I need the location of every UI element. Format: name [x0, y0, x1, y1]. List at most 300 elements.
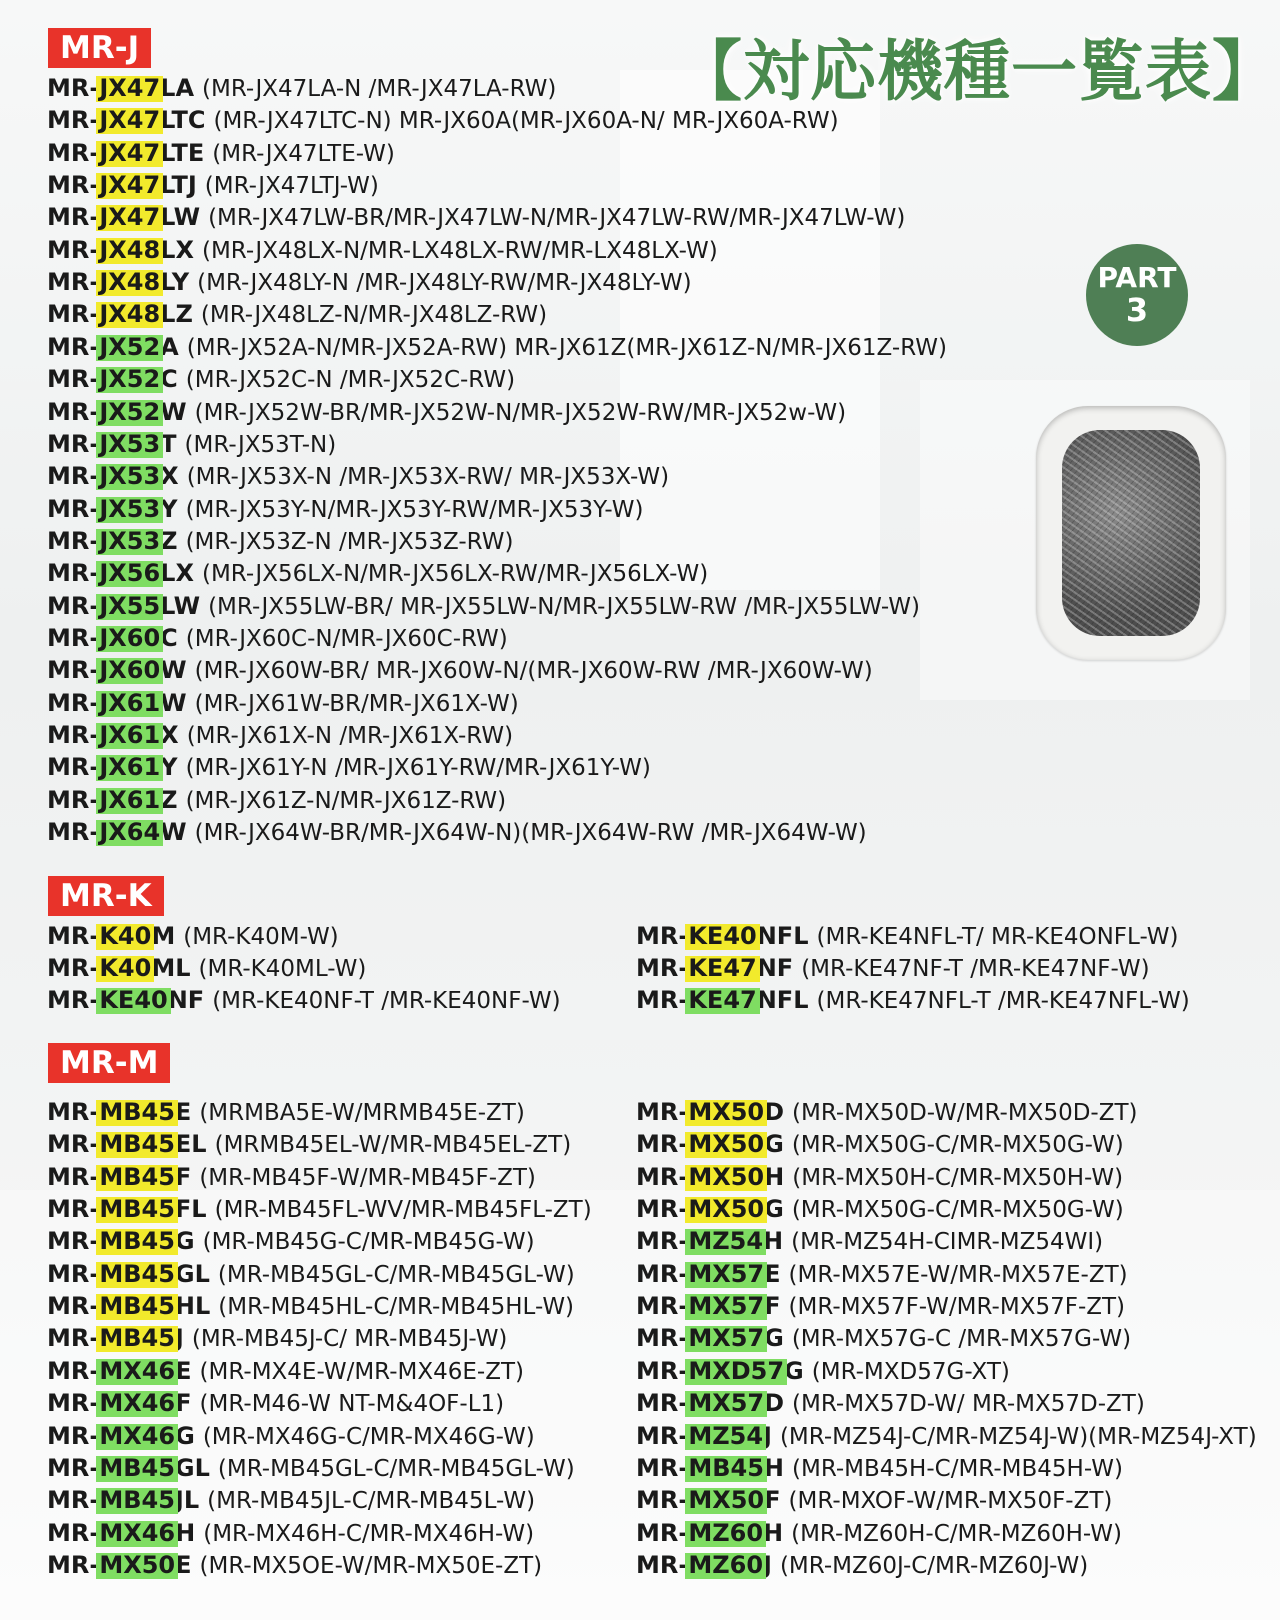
model-prefix: MR-	[47, 1453, 100, 1482]
model-variants: (MR-KE47NFL-T /MR-KE47NFL-W)	[816, 988, 1190, 1014]
model-entry	[636, 1387, 1145, 1419]
model-variants: (MR-MX57E-W/MR-MX57E-ZT)	[788, 1261, 1128, 1288]
model-series-highlight: JX60	[99, 656, 161, 685]
model-variants: (MR-MX46H-C/MR-MX46H-W)	[203, 1520, 535, 1547]
model-series-highlight: K40	[99, 954, 152, 982]
model-prefix: MR-	[636, 1356, 689, 1385]
model-suffix: W	[160, 397, 187, 426]
model-entry	[47, 1128, 571, 1160]
model-prefix: MR-	[47, 559, 100, 588]
model-entry	[47, 363, 515, 395]
model-variants: (MR-MB45GL-C/MR-MB45GL-W)	[217, 1261, 575, 1288]
model-suffix: M	[151, 922, 176, 950]
model-suffix: LX	[160, 235, 194, 264]
part-badge	[1086, 244, 1188, 346]
model-variants: (MR-MX50G-C/MR-MX50G-W)	[791, 1197, 1124, 1224]
model-prefix: MR-	[47, 922, 100, 950]
model-number	[47, 527, 178, 555]
model-suffix: ML	[151, 954, 191, 982]
model-number	[47, 1422, 195, 1450]
model-prefix: MR-	[47, 268, 100, 297]
model-entry	[47, 984, 561, 1016]
model-suffix: LX	[160, 559, 194, 588]
model-suffix: X	[160, 462, 179, 491]
model-variants: (MR-JX61Z-N/MR-JX61Z-RW)	[185, 787, 507, 814]
model-number	[47, 1260, 210, 1288]
model-suffix: H	[763, 1227, 784, 1256]
model-variants: (MR-MX57D-W/ MR-MX57D-ZT)	[792, 1391, 1145, 1418]
model-series-highlight: JX61	[99, 721, 161, 749]
model-entry	[636, 1161, 1123, 1193]
model-variants: (MR-MZ60J-C/MR-MZ60J-W)	[779, 1552, 1089, 1579]
part-badge-label: PART	[1097, 261, 1177, 294]
model-prefix: MR-	[47, 1292, 100, 1321]
model-suffix: NF	[167, 986, 205, 1014]
model-suffix: GL	[174, 1259, 210, 1288]
model-number	[47, 171, 197, 199]
model-variants: (MR-JX47LW-BR/MR-JX47LW-N/MR-JX47LW-RW/MR-JX47LW-W)	[208, 205, 906, 232]
model-series-highlight: KE47	[688, 986, 757, 1014]
model-number	[47, 592, 200, 620]
model-suffix: F	[175, 1389, 192, 1418]
model-series-highlight: MX50	[688, 1195, 765, 1224]
model-variants: (MR-MX46G-C/MR-MX46G-W)	[202, 1423, 535, 1450]
model-number	[636, 1163, 784, 1191]
model-number	[636, 1422, 772, 1450]
model-variants: (MR-M46-W NT-M&4OF-L1)	[199, 1391, 505, 1418]
model-variants: (MR-MB45JL-C/MR-MB45L-W)	[207, 1488, 536, 1515]
model-number	[636, 1260, 781, 1288]
model-series-highlight: JX47	[99, 106, 161, 135]
model-variants: (MR-JX52W-BR/MR-JX52W-N/MR-JX52W-RW/MR-JX52w-W)	[194, 399, 847, 426]
model-prefix: MR-	[47, 1162, 100, 1191]
model-series-highlight: JX47	[99, 138, 161, 167]
model-variants: (MR-MX50D-W/MR-MX50D-ZT)	[792, 1100, 1138, 1126]
model-number	[47, 430, 177, 458]
model-series-highlight: MB45	[99, 1227, 175, 1256]
model-number	[47, 559, 194, 587]
model-prefix: MR-	[636, 1098, 689, 1126]
model-series-highlight: KE40	[688, 922, 757, 950]
model-number	[636, 1486, 781, 1514]
model-series-highlight: JX56	[99, 559, 161, 588]
model-entry	[47, 137, 395, 169]
model-series-highlight: MX57	[688, 1324, 765, 1353]
filter-product-image	[1036, 406, 1226, 660]
model-series-highlight: MZ54	[688, 1227, 764, 1256]
model-variants: (MR-JX52A-N/MR-JX52A-RW) MR-JX61Z(MR-JX61Z-N/MR-JX61Z-RW)	[186, 334, 947, 361]
model-variants: (MR-MZ60H-C/MR-MZ60H-W)	[791, 1520, 1122, 1547]
model-series-highlight: MB45	[99, 1259, 175, 1288]
model-prefix: MR-	[47, 171, 100, 200]
model-entry	[47, 1387, 504, 1419]
model-prefix: MR-	[47, 1421, 100, 1450]
model-entry	[47, 1290, 574, 1322]
model-number	[47, 1551, 192, 1579]
model-variants: (MR-JX53X-N /MR-JX53X-RW/ MR-JX53X-W)	[186, 464, 670, 491]
model-variants: (MR-MB45G-C/MR-MB45G-W)	[202, 1229, 535, 1256]
model-variants: (MR-JX56LX-N/MR-JX56LX-RW/MR-JX56LX-W)	[201, 561, 709, 588]
model-number	[636, 1551, 772, 1579]
model-suffix: Z	[160, 785, 178, 814]
model-entry	[636, 1193, 1124, 1225]
model-entry	[636, 1517, 1122, 1549]
model-prefix: MR-	[636, 1389, 689, 1418]
model-entry	[636, 952, 1150, 984]
model-series-highlight: MXD57	[688, 1356, 785, 1385]
model-entry	[47, 1096, 525, 1128]
model-number	[47, 721, 179, 749]
model-series-highlight: JX53	[99, 429, 161, 458]
model-series-highlight: JX47	[99, 74, 161, 102]
model-prefix: MR-	[47, 1550, 100, 1579]
model-entry	[636, 1258, 1128, 1290]
model-suffix: LW	[160, 203, 201, 232]
model-prefix: MR-	[47, 1130, 100, 1159]
model-prefix: MR-	[47, 1227, 100, 1256]
model-number	[47, 365, 178, 393]
model-variants: (MR-MB45J-C/ MR-MB45J-W)	[191, 1326, 508, 1353]
model-entry	[47, 331, 947, 363]
model-variants: (MR-MB45H-C/MR-MB45H-W)	[792, 1455, 1123, 1482]
model-suffix: G	[175, 1421, 195, 1450]
model-entry	[47, 1420, 535, 1452]
model-series-highlight: MB45	[688, 1453, 764, 1482]
model-variants: (MR-JX47LA-N /MR-JX47LA-RW)	[202, 76, 557, 102]
model-prefix: MR-	[47, 986, 100, 1014]
model-prefix: MR-	[47, 1324, 100, 1353]
model-series-highlight: MX57	[688, 1292, 765, 1321]
model-prefix: MR-	[636, 1162, 689, 1191]
model-number	[47, 333, 179, 361]
model-entry	[47, 654, 873, 686]
model-number	[47, 954, 191, 982]
model-variants: (MR-MZ54H-CIMR-MZ54WI)	[791, 1229, 1104, 1256]
model-variants: (MR-MX5OE-W/MR-MX50E-ZT)	[199, 1552, 543, 1579]
model-number	[47, 462, 179, 490]
model-series-highlight: MZ60	[688, 1518, 764, 1547]
model-entry	[636, 1355, 1010, 1387]
model-variants: (MR-MX4E-W/MR-MX46E-ZT)	[199, 1358, 524, 1385]
section-label-mr-k: MR-K	[48, 876, 164, 916]
model-entry	[47, 751, 651, 783]
model-series-highlight: MB45	[99, 1324, 175, 1353]
model-number	[47, 786, 178, 814]
model-prefix: MR-	[636, 1130, 689, 1159]
model-prefix: MR-	[636, 1453, 689, 1482]
model-number	[47, 1519, 195, 1547]
model-series-highlight: MX57	[688, 1389, 765, 1418]
model-prefix: MR-	[47, 203, 100, 232]
model-variants: (MR-JX48LX-N/MR-LX48LX-RW/MR-LX48LX-W)	[201, 237, 718, 264]
model-prefix: MR-	[636, 986, 689, 1014]
model-entry	[47, 1225, 535, 1257]
model-series-highlight: MB45	[99, 1162, 175, 1191]
model-variants: (MR-JX52C-N /MR-JX52C-RW)	[185, 367, 516, 394]
model-number	[47, 818, 187, 846]
model-series-highlight: MB45	[99, 1486, 175, 1515]
model-entry	[47, 719, 513, 751]
model-number	[636, 1130, 784, 1158]
model-series-highlight: JX48	[99, 268, 161, 297]
model-number	[47, 753, 178, 781]
model-suffix: D	[764, 1098, 785, 1126]
model-number	[47, 74, 194, 102]
model-suffix: J	[174, 1324, 184, 1353]
model-series-highlight: JX61	[99, 688, 161, 717]
model-number	[636, 1324, 784, 1352]
model-number	[47, 398, 187, 426]
model-series-highlight: MX46	[99, 1518, 176, 1547]
model-prefix: MR-	[47, 526, 100, 555]
model-series-highlight: K40	[99, 922, 152, 950]
model-series-highlight: MB45	[99, 1130, 175, 1159]
model-entry	[636, 1096, 1138, 1128]
model-number	[47, 1163, 191, 1191]
model-number	[636, 1227, 783, 1255]
model-prefix: MR-	[47, 235, 100, 264]
model-series-highlight: MX50	[688, 1098, 765, 1126]
model-variants: (MR-K40ML-W)	[198, 956, 367, 982]
model-suffix: H	[763, 1453, 784, 1482]
model-variants: (MR-JX61W-BR/MR-JX61X-W)	[194, 690, 519, 717]
model-prefix: MR-	[636, 1227, 689, 1256]
model-entry	[47, 396, 846, 428]
model-variants: (MR-JX53Y-N/MR-JX53Y-RW/MR-JX53Y-W)	[185, 496, 644, 523]
model-number	[47, 1486, 199, 1514]
model-series-highlight: MX50	[99, 1550, 176, 1579]
model-series-highlight: MB45	[99, 1453, 175, 1482]
model-suffix: LA	[160, 74, 195, 102]
model-prefix: MR-	[47, 1098, 100, 1126]
model-suffix: W	[160, 656, 187, 685]
model-entry	[636, 1322, 1131, 1354]
model-entry	[47, 201, 905, 233]
model-variants: (MR-MX57F-W/MR-MX57F-ZT)	[788, 1294, 1126, 1321]
model-variants: (MR-KE40NF-T /MR-KE40NF-W)	[212, 988, 561, 1014]
model-variants: (MR-MB45F-W/MR-MB45F-ZT)	[199, 1164, 536, 1191]
model-series-highlight: JX61	[99, 785, 161, 814]
model-entry	[47, 687, 519, 719]
model-suffix: J	[763, 1421, 772, 1450]
model-entry	[47, 525, 513, 557]
model-prefix: MR-	[47, 688, 100, 717]
model-suffix: W	[160, 688, 187, 717]
model-suffix: E	[174, 1098, 192, 1126]
model-prefix: MR-	[47, 1259, 100, 1288]
model-suffix: E	[175, 1550, 192, 1579]
model-suffix: G	[764, 1324, 784, 1353]
model-suffix: NFL	[756, 986, 809, 1014]
model-series-highlight: MX57	[688, 1259, 765, 1288]
model-number	[47, 236, 194, 264]
model-variants: (MR-JX48LY-N /MR-JX48LY-RW/MR-JX48LY-W)	[197, 270, 692, 297]
model-series-highlight: MX46	[99, 1389, 176, 1418]
model-variants: (MR-JX53Z-N /MR-JX53Z-RW)	[185, 528, 514, 555]
model-variants: (MR-MZ54J-C/MR-MZ54J-W)(MR-MZ54J-XT)	[779, 1423, 1257, 1450]
model-number	[47, 986, 204, 1014]
model-number	[47, 922, 175, 950]
model-entry	[47, 169, 379, 201]
model-prefix: MR-	[47, 591, 100, 620]
model-entry	[636, 1420, 1257, 1452]
model-suffix: E	[764, 1259, 781, 1288]
model-entry	[47, 104, 839, 136]
model-prefix: MR-	[47, 138, 100, 167]
model-prefix: MR-	[47, 656, 100, 685]
model-suffix: GL	[174, 1453, 210, 1482]
model-series-highlight: JX47	[99, 171, 161, 200]
model-entry	[47, 1161, 536, 1193]
model-series-highlight: MB45	[99, 1098, 175, 1126]
model-number	[47, 106, 205, 134]
model-prefix: MR-	[47, 753, 100, 782]
model-variants: (MR-MX57G-C /MR-MX57G-W)	[791, 1326, 1132, 1353]
model-prefix: MR-	[636, 1421, 689, 1450]
model-entry	[47, 234, 718, 266]
model-suffix: NF	[756, 954, 794, 982]
model-entry	[47, 428, 336, 460]
model-series-highlight: KE40	[99, 986, 168, 1014]
model-number	[47, 300, 193, 328]
model-prefix: MR-	[47, 74, 100, 102]
model-suffix: E	[175, 1356, 192, 1385]
model-suffix: A	[160, 332, 179, 361]
model-series-highlight: MX46	[99, 1356, 176, 1385]
model-suffix: Y	[160, 494, 178, 523]
model-prefix: MR-	[47, 429, 100, 458]
section-label-mr-m: MR-M	[48, 1043, 170, 1083]
filter-mesh	[1062, 430, 1200, 636]
model-entry	[636, 1225, 1103, 1257]
model-entry	[636, 1290, 1125, 1322]
model-number	[636, 1389, 784, 1417]
model-series-highlight: KE47	[688, 954, 757, 982]
model-number	[636, 922, 809, 950]
model-suffix: F	[174, 1162, 192, 1191]
model-variants: (MR-MB45HL-C/MR-MB45HL-W)	[218, 1294, 575, 1321]
model-number	[47, 1357, 192, 1385]
model-variants: (MR-MB45GL-C/MR-MB45GL-W)	[217, 1455, 575, 1482]
model-series-highlight: JX52	[99, 397, 161, 426]
page-title: 【対応機種一覧表】	[676, 33, 1279, 110]
model-series-highlight: MB45	[99, 1195, 175, 1224]
model-series-highlight: JX64	[99, 818, 161, 847]
model-series-highlight: JX52	[99, 365, 161, 394]
model-suffix: G	[764, 1195, 784, 1224]
model-prefix: MR-	[636, 1259, 689, 1288]
model-prefix: MR-	[47, 1486, 100, 1515]
model-entry	[636, 920, 1179, 952]
model-series-highlight: JX53	[99, 462, 161, 491]
model-number	[47, 495, 178, 523]
model-variants: (MR-JX55LW-BR/ MR-JX55LW-N/MR-JX55LW-RW /MR-JX55LW-W)	[208, 593, 920, 620]
model-suffix: LTC	[160, 106, 206, 135]
model-series-highlight: JX53	[99, 526, 161, 555]
model-entry	[636, 1452, 1123, 1484]
model-series-highlight: JX47	[99, 203, 161, 232]
model-suffix: FL	[174, 1195, 207, 1224]
model-entry	[47, 952, 366, 984]
model-entry	[47, 298, 547, 330]
model-entry	[47, 1355, 524, 1387]
model-entry	[636, 984, 1190, 1016]
model-prefix: MR-	[636, 1550, 689, 1579]
model-series-highlight: JX48	[99, 235, 161, 264]
model-suffix: G	[174, 1227, 195, 1256]
model-entry	[47, 590, 920, 622]
model-entry	[47, 493, 644, 525]
model-suffix: T	[160, 429, 177, 458]
model-variants: (MR-MX50G-C/MR-MX50G-W)	[791, 1132, 1124, 1159]
model-number	[47, 1098, 191, 1126]
model-suffix: C	[160, 623, 178, 652]
model-number	[47, 689, 187, 717]
model-suffix: JL	[174, 1486, 200, 1515]
model-suffix: EL	[174, 1130, 207, 1159]
model-prefix: MR-	[47, 300, 100, 329]
model-number	[47, 268, 189, 296]
model-entry	[47, 266, 692, 298]
model-prefix: MR-	[636, 922, 689, 950]
model-suffix: Y	[160, 753, 178, 782]
model-prefix: MR-	[47, 365, 100, 394]
model-entry	[47, 1193, 592, 1225]
model-prefix: MR-	[47, 1195, 100, 1224]
model-suffix: J	[763, 1550, 772, 1579]
model-number	[636, 986, 809, 1014]
model-suffix: C	[160, 365, 178, 394]
model-series-highlight: MX46	[99, 1421, 176, 1450]
model-variants: (MR-JX61X-N /MR-JX61X-RW)	[186, 723, 514, 749]
model-number	[47, 1292, 210, 1320]
model-number	[47, 624, 178, 652]
model-entry	[47, 784, 506, 816]
model-suffix: F	[764, 1292, 781, 1321]
model-variants: (MR-JX47LTC-N) MR-JX60A(MR-JX60A-N/ MR-JX60A-RW)	[213, 108, 839, 135]
model-suffix: G	[784, 1356, 804, 1385]
model-entry	[47, 1452, 575, 1484]
model-prefix: MR-	[636, 1518, 689, 1547]
model-number	[636, 1357, 804, 1385]
model-suffix: X	[160, 721, 179, 749]
model-entry	[47, 1322, 507, 1354]
model-prefix: MR-	[636, 954, 689, 982]
model-prefix: MR-	[47, 462, 100, 491]
model-number	[636, 1195, 784, 1223]
model-number	[636, 954, 793, 982]
model-series-highlight: JX48	[99, 300, 161, 329]
model-entry	[47, 557, 708, 589]
part-badge-number: 3	[1125, 291, 1149, 329]
model-suffix: LY	[160, 268, 190, 297]
model-number	[47, 1130, 207, 1158]
model-prefix: MR-	[47, 1389, 100, 1418]
model-number	[47, 656, 187, 684]
model-suffix: LZ	[160, 300, 193, 329]
model-series-highlight: MX50	[688, 1130, 765, 1159]
model-variants: (MR-JX60C-N/MR-JX60C-RW)	[185, 625, 508, 652]
model-prefix: MR-	[47, 397, 100, 426]
model-variants: (MR-JX60W-BR/ MR-JX60W-N/(MR-JX60W-RW /MR-JX60W-W)	[194, 658, 873, 685]
model-variants: (MR-JX61Y-N /MR-JX61Y-RW/MR-JX61Y-W)	[185, 755, 651, 782]
model-entry	[47, 460, 669, 492]
model-suffix: Z	[160, 526, 178, 555]
model-variants: (MR-JX48LZ-N/MR-JX48LZ-RW)	[200, 302, 548, 329]
model-suffix: HL	[174, 1292, 211, 1321]
model-number	[636, 1292, 781, 1320]
model-number	[47, 1389, 192, 1417]
